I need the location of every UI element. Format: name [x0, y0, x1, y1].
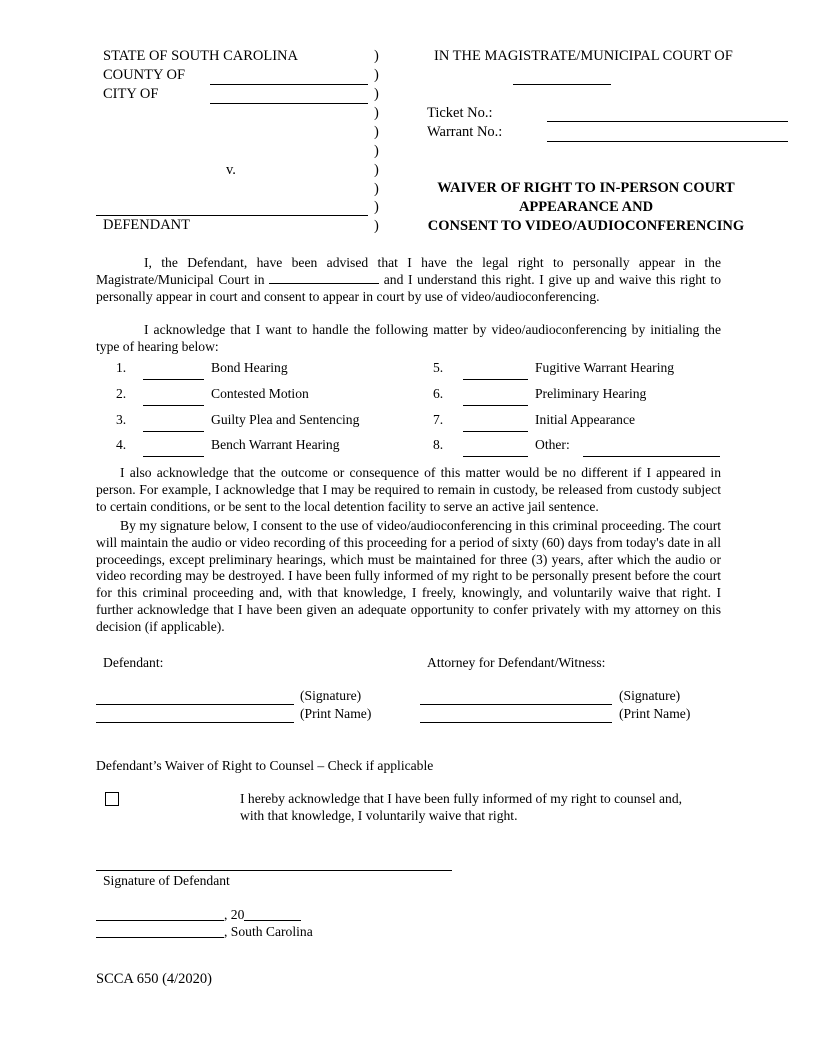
hearing-initial-field-initial-appearance[interactable]	[463, 431, 528, 432]
hearing-initial-field-bond[interactable]	[143, 379, 204, 380]
hearing-label-initial-appearance: Initial Appearance	[535, 412, 636, 427]
hearing-initial-field-contested-motion[interactable]	[143, 405, 204, 406]
other-hearing-description-field[interactable]	[583, 456, 720, 457]
form-title-line1: WAIVER OF RIGHT TO IN-PERSON COURT	[437, 180, 735, 196]
county-field[interactable]	[210, 84, 368, 85]
location-state-label: , South Carolina	[224, 924, 313, 939]
counsel-waiver-text-line1: I hereby acknowledge that I have been fully informed of my right to counsel and,	[240, 791, 683, 806]
caption-paren: )	[374, 181, 379, 197]
hearing-label-fugitive-warrant: Fugitive Warrant Hearing	[535, 360, 675, 375]
advisement-text-part1: I, the Defendant, have been advised that I have the legal right to personally appear in the Magistrate/Municipal Court in	[96, 255, 721, 287]
signature-caption: (Signature)	[619, 688, 681, 703]
caption-paren: )	[374, 67, 379, 83]
hearing-number: 8.	[433, 437, 444, 452]
signature-of-defendant-label: Signature of Defendant	[103, 873, 230, 888]
defendant-print-name-field[interactable]	[96, 722, 294, 723]
signing-location-field[interactable]	[96, 937, 224, 938]
final-defendant-signature-field[interactable]	[96, 870, 452, 871]
attorney-signature-label: Attorney for Defendant/Witness:	[427, 655, 606, 670]
date-year-field[interactable]	[244, 920, 301, 921]
court-label: IN THE MAGISTRATE/MUNICIPAL COURT OF	[434, 48, 733, 64]
hearing-label-preliminary: Preliminary Hearing	[535, 386, 647, 401]
date-year-prefix: , 20	[224, 907, 245, 922]
form-title-line3: CONSENT TO VIDEO/AUDIOCONFERENCING	[427, 218, 745, 234]
hearing-number: 1.	[116, 360, 127, 375]
hearing-label-bond: Bond Hearing	[211, 360, 288, 375]
caption-paren: )	[374, 86, 379, 102]
warrant-number-field[interactable]	[547, 141, 788, 142]
counsel-waiver-checkbox[interactable]	[105, 792, 119, 806]
date-month-day-field[interactable]	[96, 920, 224, 921]
hearing-initial-field-other[interactable]	[463, 456, 528, 457]
versus-label: v.	[226, 162, 236, 178]
advisement-paragraph	[96, 255, 721, 305]
hearing-initial-field-guilty-plea[interactable]	[143, 431, 204, 432]
county-label: COUNTY OF	[103, 67, 186, 83]
hearing-number: 2.	[116, 386, 127, 401]
form-id-label: SCCA 650 (4/2020)	[96, 971, 213, 987]
initial-instruction-paragraph: I acknowledge that I want to handle the following matter by video/audioconferencing by initialing the type of hearing below:	[96, 322, 721, 354]
caption-paren: )	[374, 199, 379, 215]
hearing-initial-field-bench-warrant[interactable]	[143, 456, 204, 457]
hearing-number: 7.	[433, 412, 444, 427]
caption-paren: )	[374, 218, 379, 234]
print-name-caption: (Print Name)	[619, 706, 691, 721]
caption-paren: )	[374, 143, 379, 159]
attorney-signature-field[interactable]	[420, 704, 612, 705]
caption-paren: )	[374, 124, 379, 140]
city-field[interactable]	[210, 103, 368, 104]
hearing-number: 4.	[116, 437, 127, 452]
hearing-label-guilty-plea: Guilty Plea and Sentencing	[211, 412, 360, 427]
ticket-number-field[interactable]	[547, 121, 788, 122]
attorney-print-name-field[interactable]	[420, 722, 612, 723]
form-title-line2: APPEARANCE AND	[518, 199, 654, 215]
consent-paragraph: By my signature below, I consent to the use of video/audioconferencing in this criminal proceeding. The court will maintain the audio or video recording of this proceeding for a period of sixty (60) days from today's date in all proceedings, except preliminary hearings, which must be maintained for three (3) years, after which the audio or video recording may be destroyed. I have been fully informed of my right to be personally present before the court for this criminal proceeding and, with that knowledge, I freely, knowingly, and voluntarily waive that right. I further acknowledge that I have been given an adequate opportunity to confer privately with my attorney on this decision (if applicable).	[96, 518, 721, 634]
court-location-field[interactable]	[269, 283, 379, 284]
caption-paren: )	[374, 105, 379, 121]
hearing-number: 3.	[116, 412, 127, 427]
caption-paren: )	[374, 48, 379, 64]
hearing-number: 6.	[433, 386, 444, 401]
hearing-initial-field-fugitive-warrant[interactable]	[463, 379, 528, 380]
court-name-field[interactable]	[513, 84, 611, 85]
defendant-name-field[interactable]	[96, 215, 368, 216]
defendant-signature-field[interactable]	[96, 704, 294, 705]
city-label: CITY OF	[103, 86, 159, 102]
counsel-waiver-heading: Defendant’s Waiver of Right to Counsel – Check if applicable	[96, 758, 434, 773]
warrant-label: Warrant No.:	[427, 124, 503, 140]
hearing-label-bench-warrant: Bench Warrant Hearing	[211, 437, 340, 452]
print-name-caption: (Print Name)	[300, 706, 372, 721]
hearing-number: 5.	[433, 360, 444, 375]
caption-paren: )	[374, 162, 379, 178]
state-label: STATE OF SOUTH CAROLINA	[103, 48, 298, 64]
outcome-acknowledgment-paragraph: I also acknowledge that the outcome or consequence of this matter would be no different if I appeared in person. For example, I acknowledge that I may be required to remain in custody, be released from custody subject to certain conditions, or be sent to the local detention facility to serve an active jail sentence.	[96, 465, 721, 514]
advisement-text-part2: and I understand this right. I give up and waive this right to personally appear in court and consent to appear in court by use of video/audioconferencing.	[96, 271, 721, 304]
counsel-waiver-text-line2: with that knowledge, I voluntarily waive that right.	[240, 808, 518, 823]
defendant-label: DEFENDANT	[103, 217, 190, 233]
defendant-signature-label: Defendant:	[103, 655, 164, 670]
hearing-initial-field-preliminary[interactable]	[463, 405, 528, 406]
signature-caption: (Signature)	[300, 688, 362, 703]
hearing-label-contested-motion: Contested Motion	[211, 386, 309, 401]
hearing-label-other: Other:	[535, 437, 570, 452]
ticket-label: Ticket No.:	[427, 105, 493, 121]
